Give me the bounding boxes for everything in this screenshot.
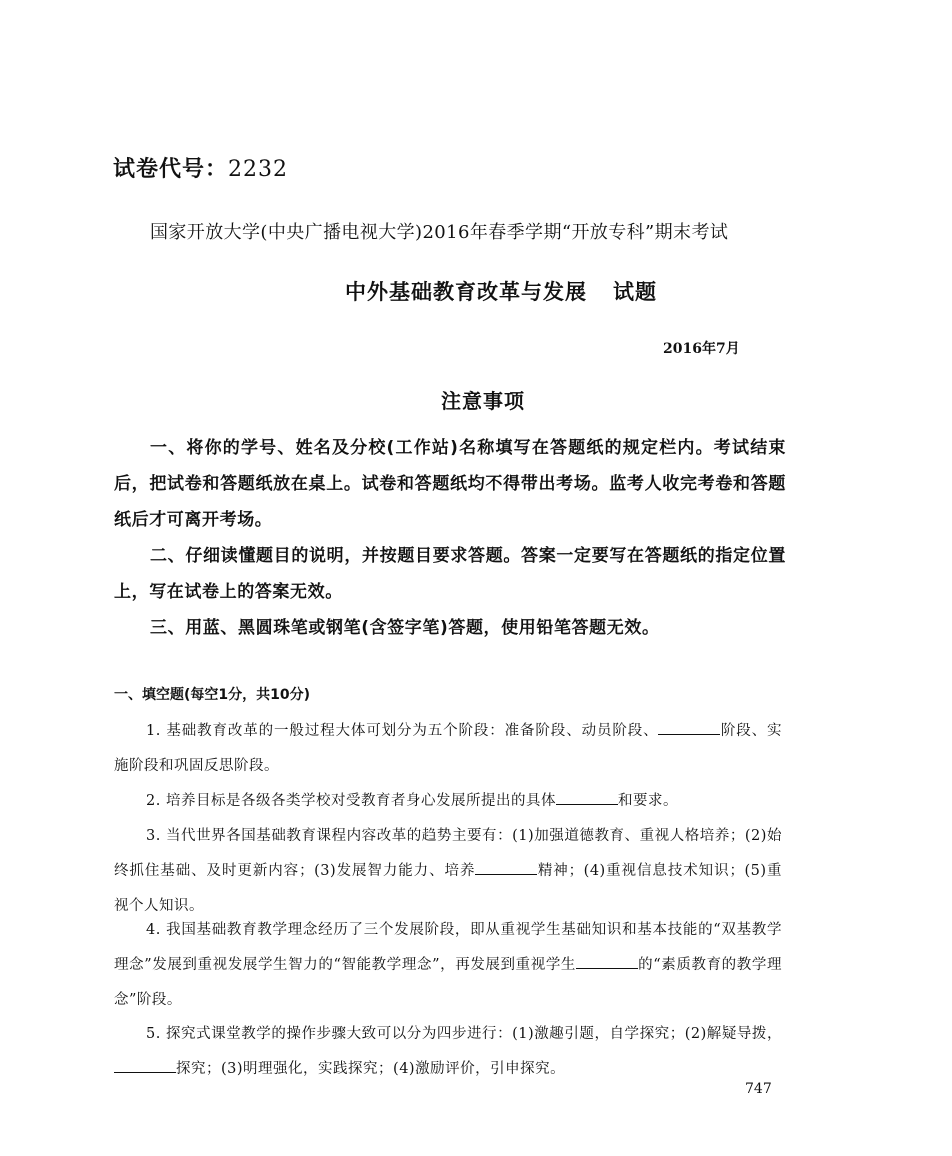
page-number: 747: [745, 1081, 772, 1097]
exam-date: 2016年7月: [663, 341, 740, 357]
question: [114, 913, 782, 1018]
paper-title: [0, 276, 952, 306]
paper-title-suffix: 试题: [613, 280, 657, 304]
question: [114, 714, 782, 784]
section-heading: 一、填空题(每空1分，共10分): [114, 687, 311, 703]
question-text: 3. 当代世界各国基础教育课程内容改革的趋势主要有：(1)加强道德教育、重视人格培养；(2)始终抓住基础、及时更新内容；(3)发展智力能力、培养: [114, 828, 782, 879]
question-text: 和要求。: [617, 793, 678, 809]
question-text: 探究；(3)明理强化，实践探究；(4)激励评价，引申探究。: [176, 1061, 566, 1077]
question-text: 精神；(4)重视信息技术知识；(5)重视个人知识。: [114, 863, 782, 914]
question: [114, 819, 782, 924]
exam-code: [113, 152, 288, 183]
question-text: 阶段、实施阶段和巩固反思阶段。: [114, 723, 782, 774]
notice-title: 注意事项: [441, 389, 525, 413]
paper-title-main: 中外基础教育改革与发展: [345, 280, 587, 304]
notice-item: 三、用蓝、黑圆珠笔或钢笔(含签字笔)答题，使用铅笔答题无效。: [150, 618, 660, 638]
question-text: 4. 我国基础教育教学理念经历了三个发展阶段，即从重视学生基础知识和基本技能的“双基教学理念”发展到重视发展学生智力的“智能教学理念”，再发展到重视学生: [114, 922, 782, 973]
question: [114, 1017, 782, 1087]
exam-code-number: 2232: [228, 157, 289, 182]
question-text: 5. 探究式课堂教学的操作步骤大致可以分为四步进行：(1)激趣引题，自学探究；(2)解疑导拨，: [146, 1026, 782, 1042]
exam-description: 国家开放大学(中央广播电视大学)2016年春季学期“开放专科”期末考试: [150, 222, 729, 243]
answer-blank: [576, 954, 638, 969]
answer-blank: [114, 1058, 176, 1073]
question-text: 1. 基础教育改革的一般过程大体可划分为五个阶段：准备阶段、动员阶段、: [146, 723, 659, 739]
question-text: 的“素质教育的教学理念”阶段。: [114, 957, 782, 1008]
notice-item: 一、将你的学号、姓名及分校(工作站)名称填写在答题纸的规定栏内。考试结束后，把试卷和答题纸放在桌上。试卷和答题纸均不得带出考场。监考人收完考卷和答题纸后才可离开考场。: [114, 438, 786, 530]
question: [114, 784, 782, 819]
answer-blank: [658, 720, 720, 735]
answer-blank: [556, 790, 618, 805]
notice-item: 二、仔细读懂题目的说明，并按题目要求答题。答案一定要写在答题纸的指定位置上，写在试卷上的答案无效。: [114, 546, 786, 602]
question-text: 2. 培养目标是各级各类学校对受教育者身心发展所提出的具体: [146, 793, 556, 809]
answer-blank: [475, 860, 537, 875]
exam-code-label: 试卷代号：: [113, 157, 229, 182]
